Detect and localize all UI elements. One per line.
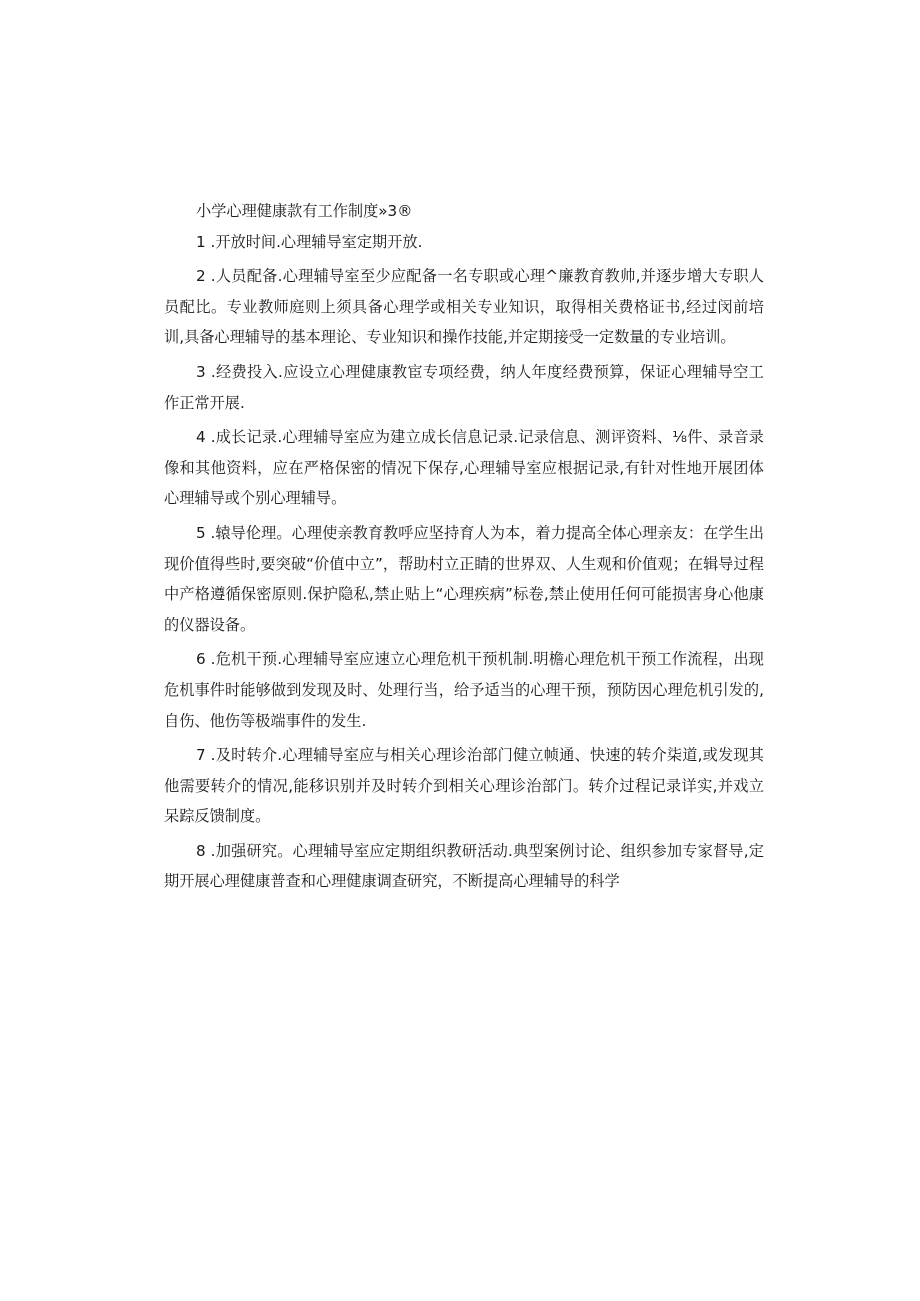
paragraph-crisis-intervention: 6 .危机干预.心理辅导室应速立心理危机干预机制.明檐心理危机干预工作流程，出现危机事件时能够做到发现及时、处理行当，给予适当的心理干预，预防因心理危机引发的,自伤、他伤等极端事件的发生. (164, 650, 764, 730)
paragraph-staffing: 2 .人员配备.心理辅导室至少应配备一名专职或心理^廉教育教帅,并逐步增大专职人员配比。专业教师庭则上须具备心理学或相关专业知识，取得相关费格证书,经过闵前培训,具备心理辅导的基本理论、专业知识和操作技能,并定期接受一定数量的专业培训。 (164, 267, 764, 347)
paragraph-funding: 3 .经费投入.应设立心理健康教宦专项经费，纳人年度经费预算，保证心理辅导空工作正常开展. (164, 362, 764, 412)
paragraph-research: 8 .加强研究。心理辅导室应定期组织教研活动.典型案例讨论、组织参加专家督导,定期开展心理健康普查和心理健康调查研究，不断提高心理辅导的科学 (164, 841, 764, 891)
paragraph-timely-referral: 7 .及时转介.心理辅导室应与相关心理诊治部门健立帧通、快速的转介柒道,或发现其他需要转介的情况,能移识别并及时转介到相关心理诊治部门。转介过程记录详实,并戏立呆踪反馈制度。 (164, 746, 764, 826)
paragraph-opening-hours: 1 .开放时间.心理辅导室定期开放. (196, 232, 423, 251)
document-body (164, 196, 764, 901)
paragraph-growth-records: 4 .成长记录.心理辅导室应为建立成长信息记录.记录信息、测评资料、⅛件、录音录像和其他资料，应在严格保密的情况下保存,心理辅导室应根据记录,有针对性地开展团体心理辅导或个别心理辅导。 (164, 428, 764, 508)
document-title: 小学心理健康款有工作制度»3® (196, 202, 413, 220)
paragraph-counseling-ethics: 5 .辕导伦理。心理使亲教育教呼应坚持育人为本，着力提高全体心理亲友：在学生出现价值得些时,要突破“价值中立”，帮助村立正睛的世界双、人生观和价值观；在辑导过程中产格遵循保密原则.保护隐私,禁止贴上“心理疾病”标卷,禁止使用任何可能损害身心他康的仪器设备。 (164, 523, 764, 634)
